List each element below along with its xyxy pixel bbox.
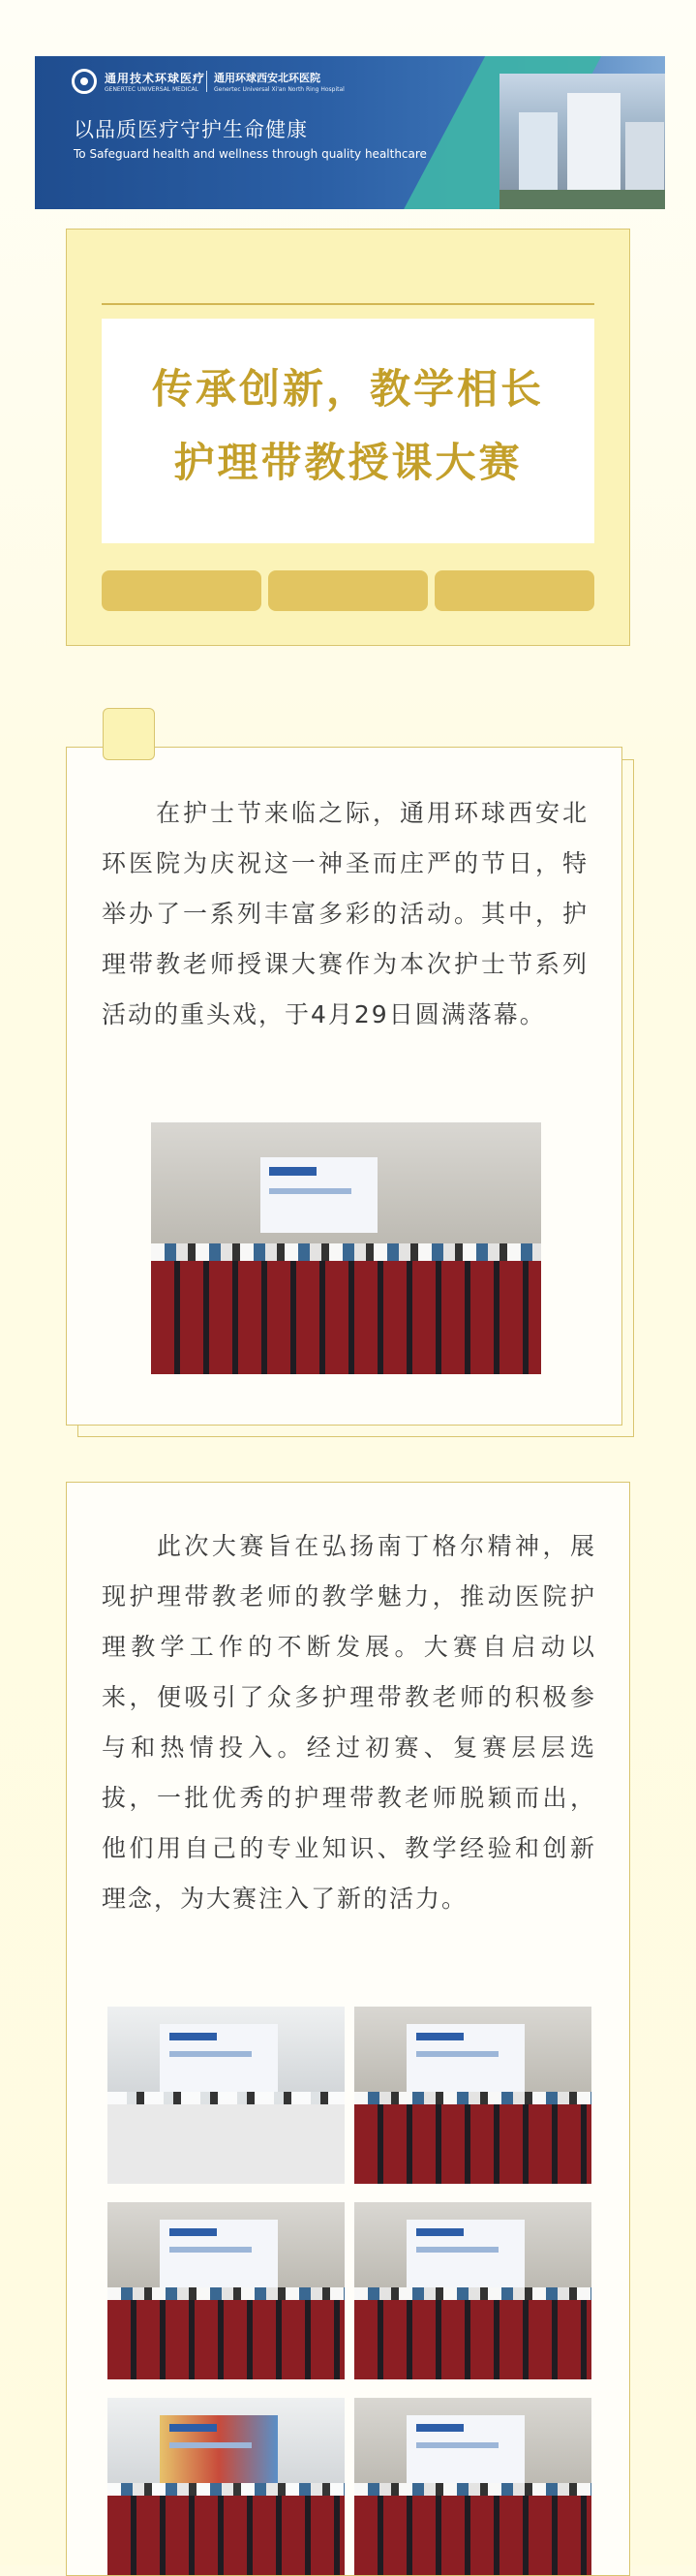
event-photo[interactable] xyxy=(151,1122,541,1374)
decorative-pill xyxy=(435,570,594,611)
logo-text-cn: 通用技术环球医疗 xyxy=(105,72,206,85)
section1-paragraph: 在护士节来临之际，通用环球西安北环医院为庆祝这一神圣而庄严的节日，特举办了一系列丰富多彩的活动。其中，护理带教老师授课大赛作为本次护士节系列活动的重头戏，于4月29日圆满落幕。 xyxy=(102,799,589,1028)
decorative-pill xyxy=(102,570,261,611)
slogan-en: To Safeguard health and wellness through quality healthcare xyxy=(74,147,427,161)
hospital-building-image xyxy=(499,74,665,209)
title-panel xyxy=(102,319,594,543)
section2-card xyxy=(66,1482,630,2576)
projector-screen xyxy=(260,1157,378,1233)
section1-card xyxy=(66,747,622,1426)
page-title-line2: 护理带教授课大赛 xyxy=(173,439,523,486)
contest-photo-5[interactable] xyxy=(107,2398,345,2575)
slogan-cn: 以品质医疗守护生命健康 xyxy=(74,118,308,141)
contest-photo-4[interactable] xyxy=(354,2202,591,2379)
logo-icon xyxy=(72,69,97,94)
contest-photo-2[interactable] xyxy=(354,2007,591,2184)
hospital-name-en: Genertec Universal Xi'an North Ring Hospital xyxy=(214,86,345,93)
logo-divider xyxy=(206,71,207,92)
contest-photo-1[interactable] xyxy=(107,2007,345,2184)
hospital-name-cn: 通用环球西安北环医院 xyxy=(214,72,320,84)
page-title-line1: 传承创新，教学相长 xyxy=(151,365,544,413)
header-banner xyxy=(35,56,665,209)
decorative-pill xyxy=(268,570,428,611)
section2-paragraph: 此次大赛旨在弘扬南丁格尔精神，展现护理带教老师的教学魅力，推动医院护理教学工作的不断发展。大赛自启动以来，便吸引了众多护理带教老师的积极参与和热情投入。经过初赛、复赛层层选拔，一批优秀的护理带教老师脱颖而出，他们用自己的专业知识、教学经验和创新理念，为大赛注入了新的活力。 xyxy=(102,1532,596,1913)
logo-text-en: GENERTEC UNIVERSAL MEDICAL xyxy=(105,86,198,93)
contest-photo-3[interactable] xyxy=(107,2202,345,2379)
section1-tab-decoration xyxy=(103,708,155,760)
title-card xyxy=(66,229,630,646)
title-divider xyxy=(102,303,594,305)
contest-photo-6[interactable] xyxy=(354,2398,591,2575)
